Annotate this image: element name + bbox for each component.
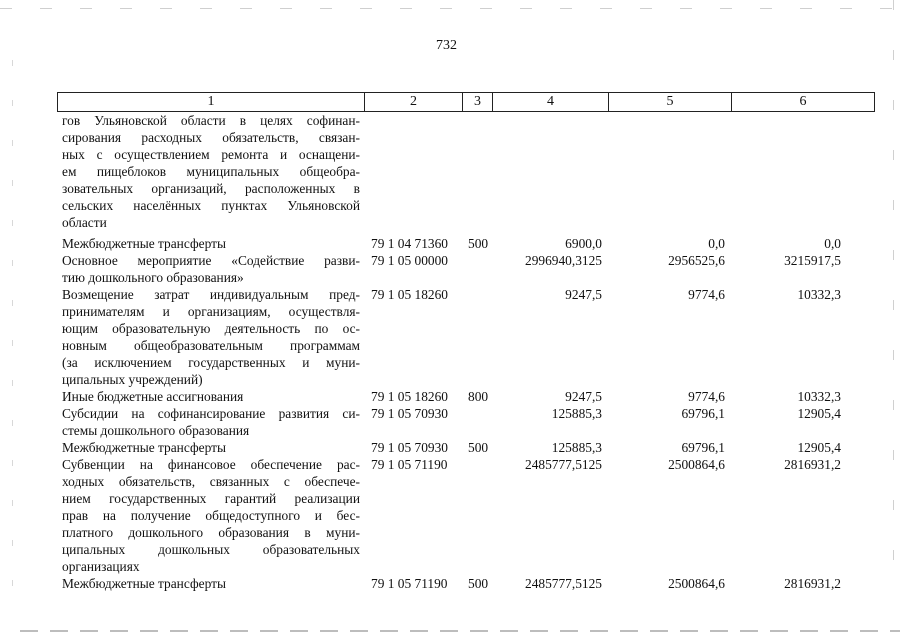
description-line: Субвенции на финансовое обеспечение рас- — [62, 457, 360, 472]
row-code: 79 1 05 18260 — [371, 287, 448, 302]
row-code: 79 1 05 71190 — [371, 457, 448, 472]
row-value-col6: 2816931,2 — [784, 576, 841, 591]
row-code: 79 1 05 70930 — [371, 440, 448, 455]
row-value-col6: 10332,3 — [797, 389, 841, 404]
row-description — [62, 456, 360, 575]
description-line: Межбюджетные трансферты — [62, 440, 226, 455]
description-line: ходных обязательств, связанных с обеспече- — [62, 474, 360, 489]
description-line: прав на получение общедоступного и бес- — [62, 508, 360, 523]
description-line: Иные бюджетные ассигнования — [62, 389, 244, 404]
row-expense-type: 800 — [468, 389, 489, 404]
header-col-3: 3 — [474, 94, 481, 109]
description-line: Возмещение затрат индивидуальным пред- — [62, 287, 360, 302]
row-value-col4: 2996940,3125 — [525, 253, 602, 268]
description-line: принимателям и организациям, осуществля- — [62, 304, 360, 319]
row-description — [62, 235, 360, 252]
description-line: Межбюджетные трансферты — [62, 236, 226, 251]
scan-edge-bottom — [20, 630, 900, 632]
row-expense-type: 500 — [468, 576, 489, 591]
description-line: ющим образовательную деятельность по ос- — [62, 321, 360, 336]
description-line: ем пищеблоков муниципальных общеобра- — [62, 164, 360, 179]
description-line: Субсидии на софинансирование развития си- — [62, 406, 360, 421]
row-description — [62, 112, 360, 231]
row-value-col4: 125885,3 — [551, 406, 602, 421]
description-line: тию дошкольного образования» — [62, 270, 244, 285]
row-value-col5: 2500864,6 — [668, 576, 725, 591]
description-line: сирования расходных обязательств, связан- — [62, 130, 360, 145]
header-col-4: 4 — [547, 94, 554, 109]
row-value-col5: 2500864,6 — [668, 457, 725, 472]
row-expense-type: 500 — [468, 236, 489, 251]
row-description — [62, 575, 360, 592]
header-col-5: 5 — [666, 94, 674, 109]
row-description — [62, 286, 360, 388]
description-line: новным общеобразовательным программам — [62, 338, 360, 353]
header-col-6: 6 — [799, 94, 807, 109]
description-line: зовательных организаций, расположенных в — [62, 181, 360, 196]
row-value-col6: 10332,3 — [797, 287, 841, 302]
header-col-2: 2 — [410, 94, 417, 109]
row-value-col6: 12905,4 — [797, 406, 841, 421]
row-value-col6: 2816931,2 — [784, 457, 841, 472]
row-value-col4: 9247,5 — [565, 389, 602, 404]
row-value-col4: 6900,0 — [565, 236, 602, 251]
row-value-col5: 69796,1 — [681, 406, 725, 421]
row-code: 79 1 05 18260 — [371, 389, 448, 404]
row-code: 79 1 05 70930 — [371, 406, 448, 421]
description-line: (за исключением государственных и муни- — [62, 355, 360, 370]
row-value-col6: 3215917,5 — [784, 253, 841, 268]
description-line: ных с осуществлением ремонта и оснащени- — [62, 147, 360, 162]
description-line: гов Ульяновской области в целях софинан- — [62, 113, 360, 128]
row-value-col5: 9774,6 — [688, 287, 725, 302]
description-line: ципальных учреждений) — [62, 372, 203, 387]
row-value-col5: 69796,1 — [681, 440, 725, 455]
row-value-col4: 9247,5 — [565, 287, 602, 302]
description-line: Межбюджетные трансферты — [62, 576, 226, 591]
description-line: стемы дошкольного образования — [62, 423, 250, 438]
page-number: 732 — [436, 38, 457, 53]
row-value-col6: 0,0 — [824, 236, 841, 251]
row-value-col5: 2956525,6 — [668, 253, 725, 268]
row-description — [62, 252, 360, 286]
row-value-col5: 9774,6 — [688, 389, 725, 404]
description-line: Основное мероприятие «Содействие разви- — [62, 253, 360, 268]
row-expense-type: 500 — [468, 440, 489, 455]
row-value-col6: 12905,4 — [797, 440, 841, 455]
scan-edge-top — [0, 8, 905, 9]
row-value-col4: 2485777,5125 — [525, 576, 602, 591]
description-line: области — [62, 215, 107, 230]
row-code: 79 1 04 71360 — [371, 236, 448, 251]
row-description — [62, 439, 360, 456]
header-col-1: 1 — [207, 94, 215, 109]
row-description — [62, 388, 360, 405]
row-value-col4: 125885,3 — [551, 440, 602, 455]
row-description — [62, 405, 360, 439]
description-line: платного дошкольного образования в муни- — [62, 525, 360, 540]
scan-edge-right — [893, 0, 894, 600]
description-line: ципальных дошкольных образовательных — [62, 542, 360, 557]
description-line: организациях — [62, 559, 140, 574]
row-value-col5: 0,0 — [708, 236, 725, 251]
description-line: сельских населённых пунктах Ульяновской — [62, 198, 360, 213]
scan-edge-left — [12, 60, 13, 620]
row-code: 79 1 05 71190 — [371, 576, 448, 591]
row-value-col4: 2485777,5125 — [525, 457, 602, 472]
row-code: 79 1 05 00000 — [371, 253, 448, 268]
description-line: нием государственных гарантий реализации — [62, 491, 360, 506]
